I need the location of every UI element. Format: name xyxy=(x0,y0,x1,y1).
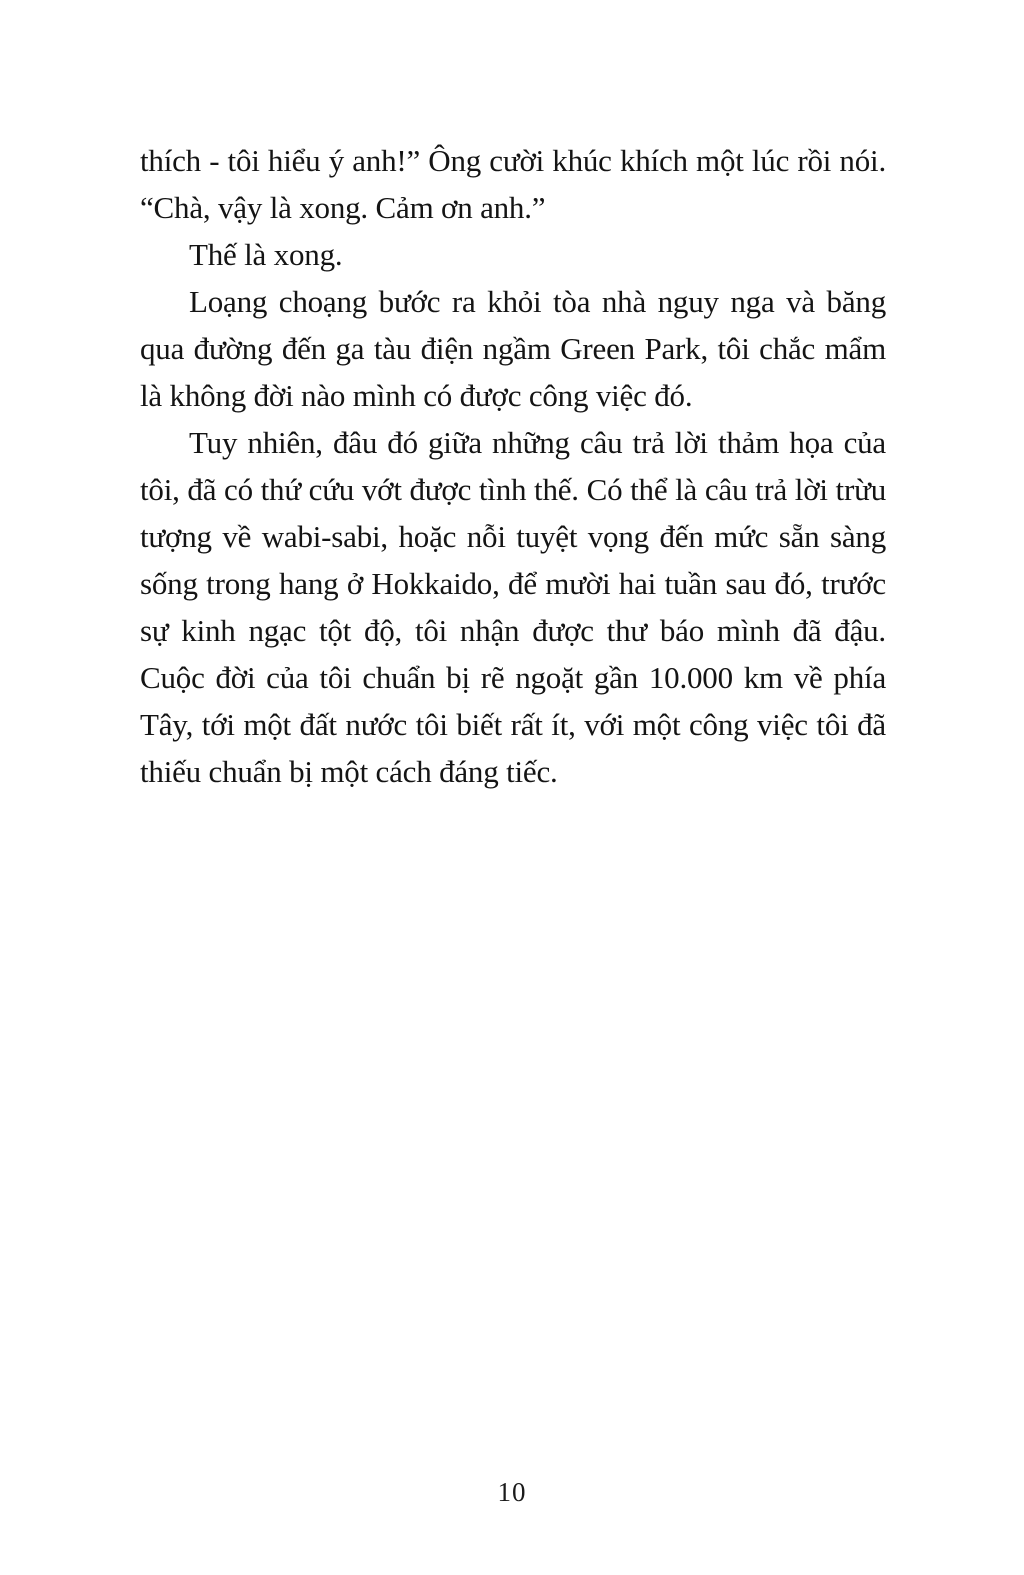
paragraph: Thế là xong. xyxy=(189,237,343,272)
body-text xyxy=(140,137,886,795)
page-number: 10 xyxy=(497,1477,527,1507)
paragraph: thích - tôi hiểu ý anh!” Ông cười khúc khích một lúc rồi nói. “Chà, vậy là xong. Cảm ơn anh.” xyxy=(140,143,886,225)
paragraph: Tuy nhiên, đâu đó giữa những câu trả lời thảm họa của tôi, đã có thứ cứu vớt được tình thế. Có thể là câu trả lời trừu tượng về wabi-sabi, hoặc nỗi tuyệt vọng đến mức sẵn sàng sống trong hang ở Hokkaido, để mười hai tuần sau đó, trước sự kinh ngạc tột độ, tôi nhận được thư báo mình đã đậu. Cuộc đời của tôi chuẩn bị rẽ ngoặt gần 10.000 km về phía Tây, tới một đất nước tôi biết rất ít, với một công việc tôi đã thiếu chuẩn bị một cách đáng tiếc. xyxy=(140,425,886,789)
paragraph: Loạng choạng bước ra khỏi tòa nhà nguy nga và băng qua đường đến ga tàu điện ngầm Green Park, tôi chắc mẩm là không đời nào mình có được công việc đó. xyxy=(140,284,886,413)
